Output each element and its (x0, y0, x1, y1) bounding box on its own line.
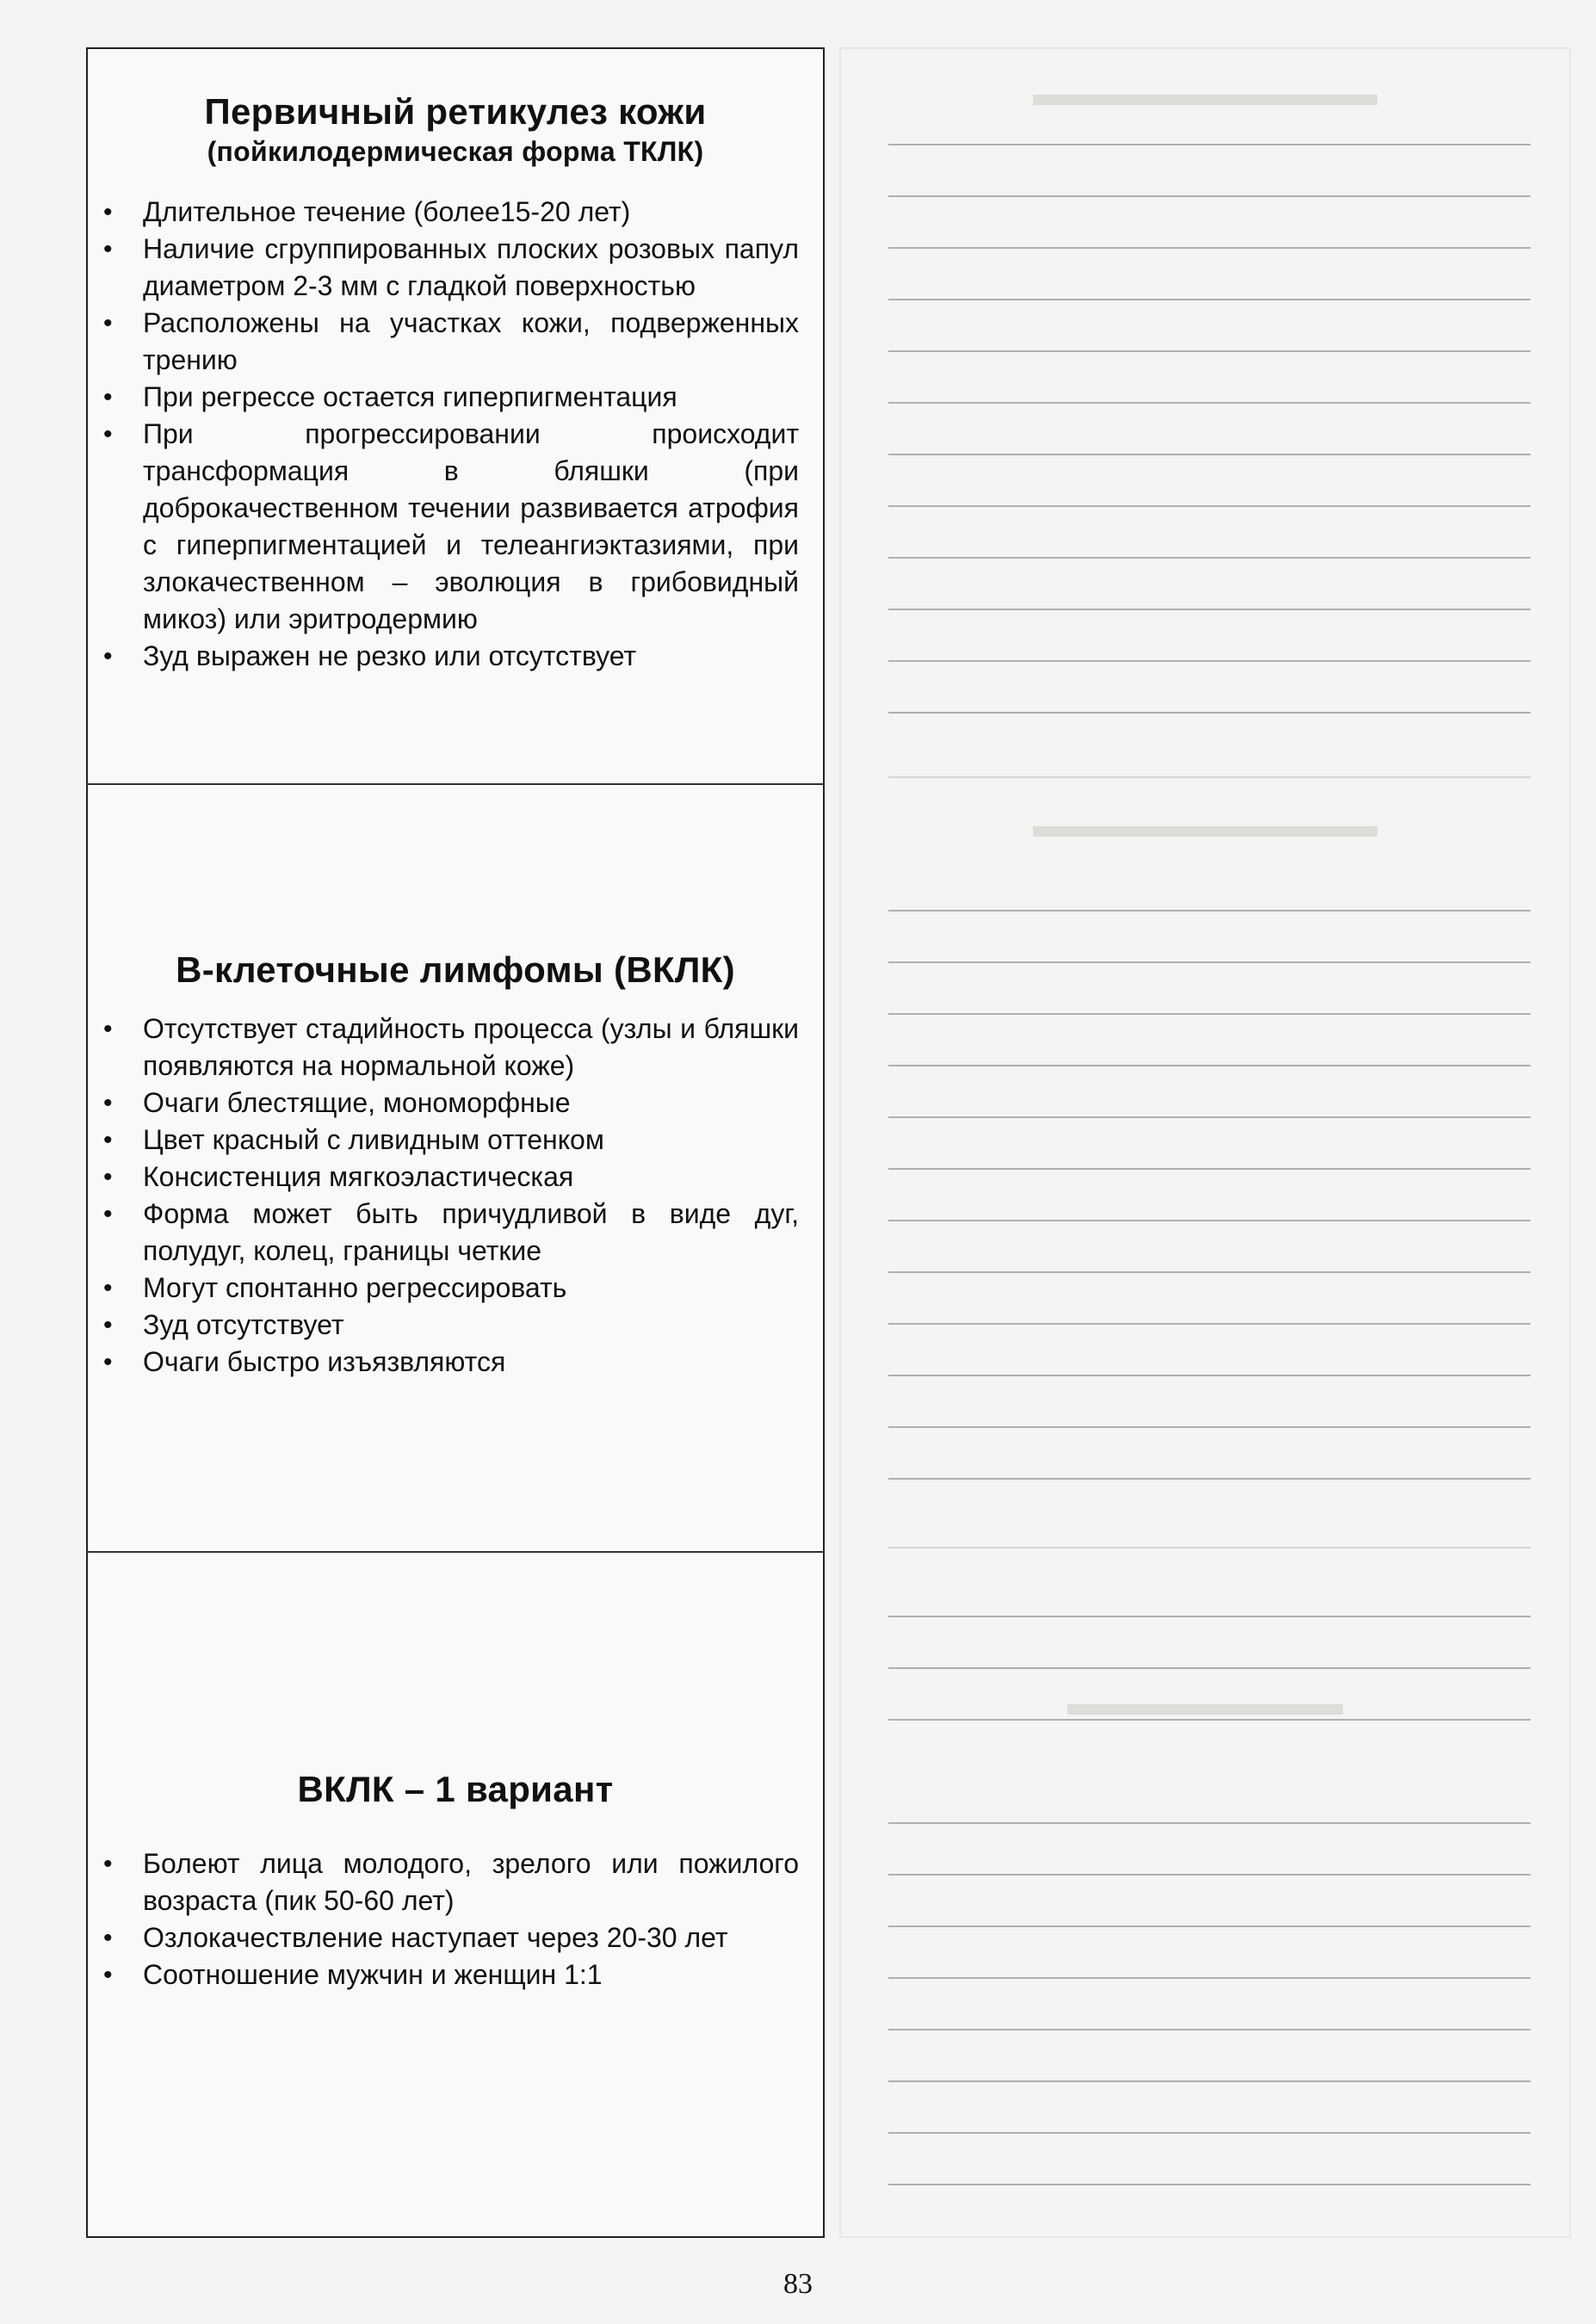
ruled-line (888, 350, 1531, 352)
list-item: • Расположены на участках кожи, подверженных трению (143, 305, 799, 379)
ruled-line (888, 1271, 1531, 1273)
list-item: • Зуд выражен не резко или отсутствует (143, 638, 799, 675)
ruled-line (888, 2132, 1531, 2134)
section-b-cell-lymphomas (88, 785, 823, 1553)
left-column (86, 47, 825, 2238)
ruled-line (888, 144, 1531, 145)
section-bclc-variant-1 (88, 1553, 823, 2236)
ruled-line (888, 1013, 1531, 1015)
list-item: • При регрессе остается гиперпигментация (143, 379, 799, 416)
section-title: В-клеточные лимфомы (ВКЛК) (176, 949, 735, 990)
ruled-line (888, 2184, 1531, 2185)
list-item: • Форма может быть причудливой в виде дуг, полудуг, колец, границы четкие (143, 1196, 799, 1270)
ruled-line (888, 505, 1531, 507)
ruled-line (888, 1116, 1531, 1118)
ruled-line (888, 1547, 1531, 1548)
ruled-line (888, 1065, 1531, 1066)
list-item: • Могут спонтанно регрессировать (143, 1270, 799, 1307)
ruled-line (888, 1616, 1531, 1617)
page-number: 83 (783, 2268, 813, 2300)
ruled-line (888, 1478, 1531, 1480)
ruled-line (888, 1925, 1531, 1927)
ruled-line (888, 1977, 1531, 1979)
list-item: • Соотношение мужчин и женщин 1:1 (143, 1956, 799, 1993)
bullet-list (88, 1845, 823, 1993)
ruled-line (888, 2080, 1531, 2082)
ruled-line (888, 557, 1531, 559)
ruled-line (888, 1168, 1531, 1170)
ghost-heading: ▬▬▬▬▬▬▬▬▬▬ (1033, 75, 1377, 113)
ghost-heading: ▬▬▬▬▬▬▬▬ (1067, 1684, 1343, 1722)
list-item: • При прогрессировании происходит трансформация в бляшки (при доброкачественном течении развивается атрофия с гиперпигментацией и телеангиэктазиями, при злокачественном – эволюция в грибовидный микоз) или эритродермию (143, 416, 799, 638)
ruled-line (888, 454, 1531, 455)
section-subtitle: (пойкилодермическая форма ТКЛК) (207, 136, 704, 167)
list-item: • Озлокачествление наступает через 20-30 лет (143, 1919, 799, 1956)
list-item: • Очаги блестящие, мономорфные (143, 1085, 799, 1122)
list-item: • Зуд отсутствует (143, 1307, 799, 1344)
list-item: • Цвет красный с ливидным оттенком (143, 1122, 799, 1159)
ruled-line (888, 299, 1531, 300)
ruled-line (888, 712, 1531, 714)
ruled-line (888, 776, 1531, 778)
ghost-heading: ▬▬▬▬▬▬▬▬▬▬ (1033, 807, 1377, 844)
ruled-line (888, 1822, 1531, 1824)
bleed-through-column (839, 47, 1571, 2238)
bullet-list (88, 1011, 823, 1381)
ruled-line (888, 910, 1531, 912)
ruled-line (888, 1667, 1531, 1669)
section-primary-reticulosis (88, 49, 823, 785)
ruled-line (888, 402, 1531, 404)
list-item: • Очаги быстро изъязвляются (143, 1344, 799, 1381)
ruled-line (888, 2029, 1531, 2030)
ruled-line (888, 247, 1531, 249)
bullet-list (88, 194, 823, 675)
ruled-line (888, 1375, 1531, 1376)
ruled-line (888, 1874, 1531, 1876)
ruled-line (888, 1426, 1531, 1428)
ruled-line (888, 195, 1531, 197)
ruled-line (888, 609, 1531, 610)
list-item: • Болеют лица молодого, зрелого или пожилого возраста (пик 50-60 лет) (143, 1845, 799, 1919)
ruled-line (888, 961, 1531, 963)
list-item: • Отсутствует стадийность процесса (узлы и бляшки появляются на нормальной коже) (143, 1011, 799, 1085)
section-title: ВКЛК – 1 вариант (297, 1769, 614, 1809)
ruled-line (888, 1220, 1531, 1221)
list-item: • Консистенция мягкоэластическая (143, 1159, 799, 1196)
ruled-line (888, 660, 1531, 662)
section-title: Первичный ретикулез кожи (204, 91, 707, 132)
list-item: • Длительное течение (более15-20 лет) (143, 194, 799, 231)
ruled-line (888, 1323, 1531, 1325)
list-item: • Наличие сгруппированных плоских розовых папул диаметром 2-3 мм с гладкой поверхностью (143, 231, 799, 305)
